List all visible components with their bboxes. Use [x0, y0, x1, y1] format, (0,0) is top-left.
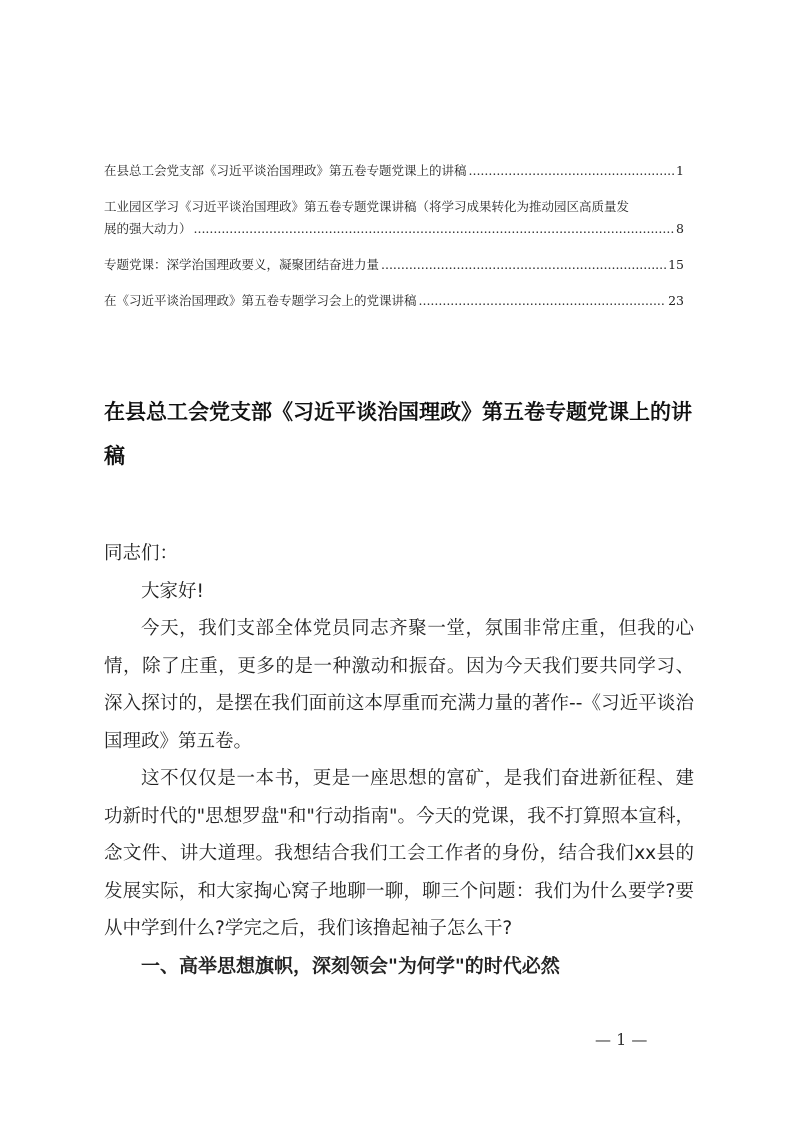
toc-leader-dots: [419, 290, 667, 312]
toc-entry[interactable]: [104, 290, 684, 312]
toc-leader-dots: [194, 218, 675, 240]
toc-entry[interactable]: [104, 160, 684, 182]
document-body: [104, 535, 694, 985]
toc-leader-dots: [469, 160, 675, 182]
paragraph: 今天，我们支部全体党员同志齐聚一堂，氛围非常庄重，但我的心情，除了庄重，更多的是一种激动和振奋。因为今天我们要共同学习、深入探讨的，是摆在我们面前这本厚重而充满力量的著作--《习近平谈治国理政》第五卷。: [104, 618, 694, 752]
toc-entry-page: 23: [668, 293, 684, 308]
toc-entry-page: 1: [676, 163, 684, 178]
document-title: 在县总工会党支部《习近平谈治国理政》第五卷专题党课上的讲稿: [104, 400, 692, 468]
toc-entry-page: 15: [668, 257, 684, 272]
section-heading: 一、高举思想旗帜，深刻领会"为何学"的时代必然: [141, 954, 560, 977]
toc-entry-page: 8: [676, 221, 684, 236]
toc-entry-title: 在《习近平谈治国理政》第五卷专题学习会上的党课讲稿: [104, 293, 417, 308]
toc-entry-title: 在县总工会党支部《习近平谈治国理政》第五卷专题党课上的讲稿: [104, 163, 467, 178]
toc-leader-dots: [381, 254, 666, 276]
toc-entry-title-line1: 工业园区学习《习近平谈治国理政》第五卷专题党课讲稿（将学习成果转化为推动园区高质量发: [104, 199, 630, 214]
paragraph: 这不仅仅是一本书，更是一座思想的富矿，是我们奋进新征程、建功新时代的"思想罗盘"和"行动指南"。今天的党课，我不打算照本宣科，念文件、讲大道理。我想结合我们工会工作者的身份，结合我们xx县的发展实际，和大家掏心窝子地聊一聊，聊三个问题：我们为什么要学?要从中学到什么?学完之后，我们该撸起袖子怎么干?: [104, 768, 694, 939]
toc-entry-title-line2: 展的强大动力）: [104, 221, 192, 236]
page-number: — 1 —: [595, 1030, 648, 1049]
salutation: 同志们：: [104, 543, 179, 564]
table-of-contents: [104, 160, 684, 312]
greeting: 大家好!: [141, 580, 204, 602]
toc-entry[interactable]: [104, 196, 684, 240]
toc-entry-title: 专题党课：深学治国理政要义，凝聚团结奋进力量: [104, 257, 380, 272]
toc-entry[interactable]: [104, 254, 684, 276]
